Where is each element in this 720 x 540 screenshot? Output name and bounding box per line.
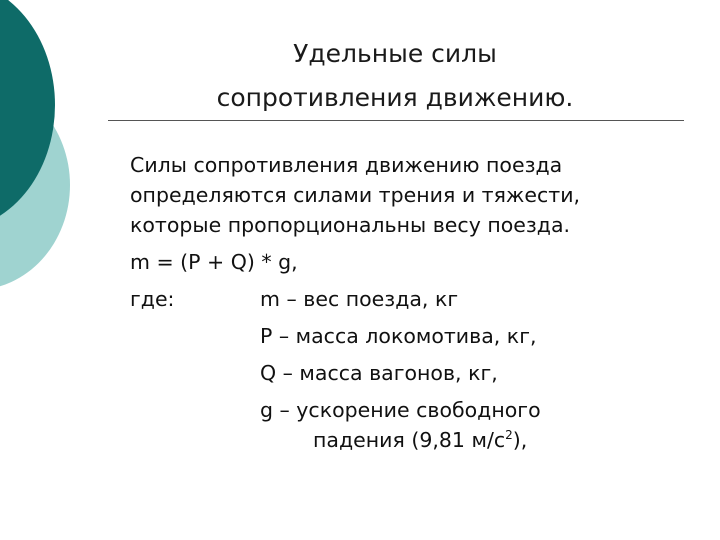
- where-label: где:: [130, 287, 175, 311]
- paragraph-line-1: Силы сопротивления движению поезда: [130, 153, 563, 177]
- slide-body: [130, 150, 700, 462]
- title-line-2: сопротивления движению.: [216, 83, 574, 112]
- definition-m: m – вес поезда, кг: [260, 287, 459, 311]
- definition-p: P – масса локомотива, кг,: [260, 324, 537, 348]
- paragraph-line-3: которые пропорциональны весу поезда.: [130, 213, 571, 237]
- continuation-text: падения (9,81 м/с: [313, 428, 506, 452]
- slide-title: [110, 32, 680, 120]
- definition-g-continuation: [130, 425, 700, 455]
- continuation-suffix: ),: [512, 428, 528, 452]
- formula: m = (P + Q) * g,: [130, 250, 298, 274]
- title-line-1: Удельные силы: [293, 39, 497, 68]
- definition-q: Q – масса вагонов, кг,: [260, 361, 498, 385]
- paragraph-line-2: определяются силами трения и тяжести,: [130, 183, 581, 207]
- title-divider: [108, 120, 684, 121]
- definition-row-m: [130, 284, 700, 314]
- superscript-2: 2: [505, 428, 513, 442]
- definition-g: g – ускорение свободного: [260, 398, 541, 422]
